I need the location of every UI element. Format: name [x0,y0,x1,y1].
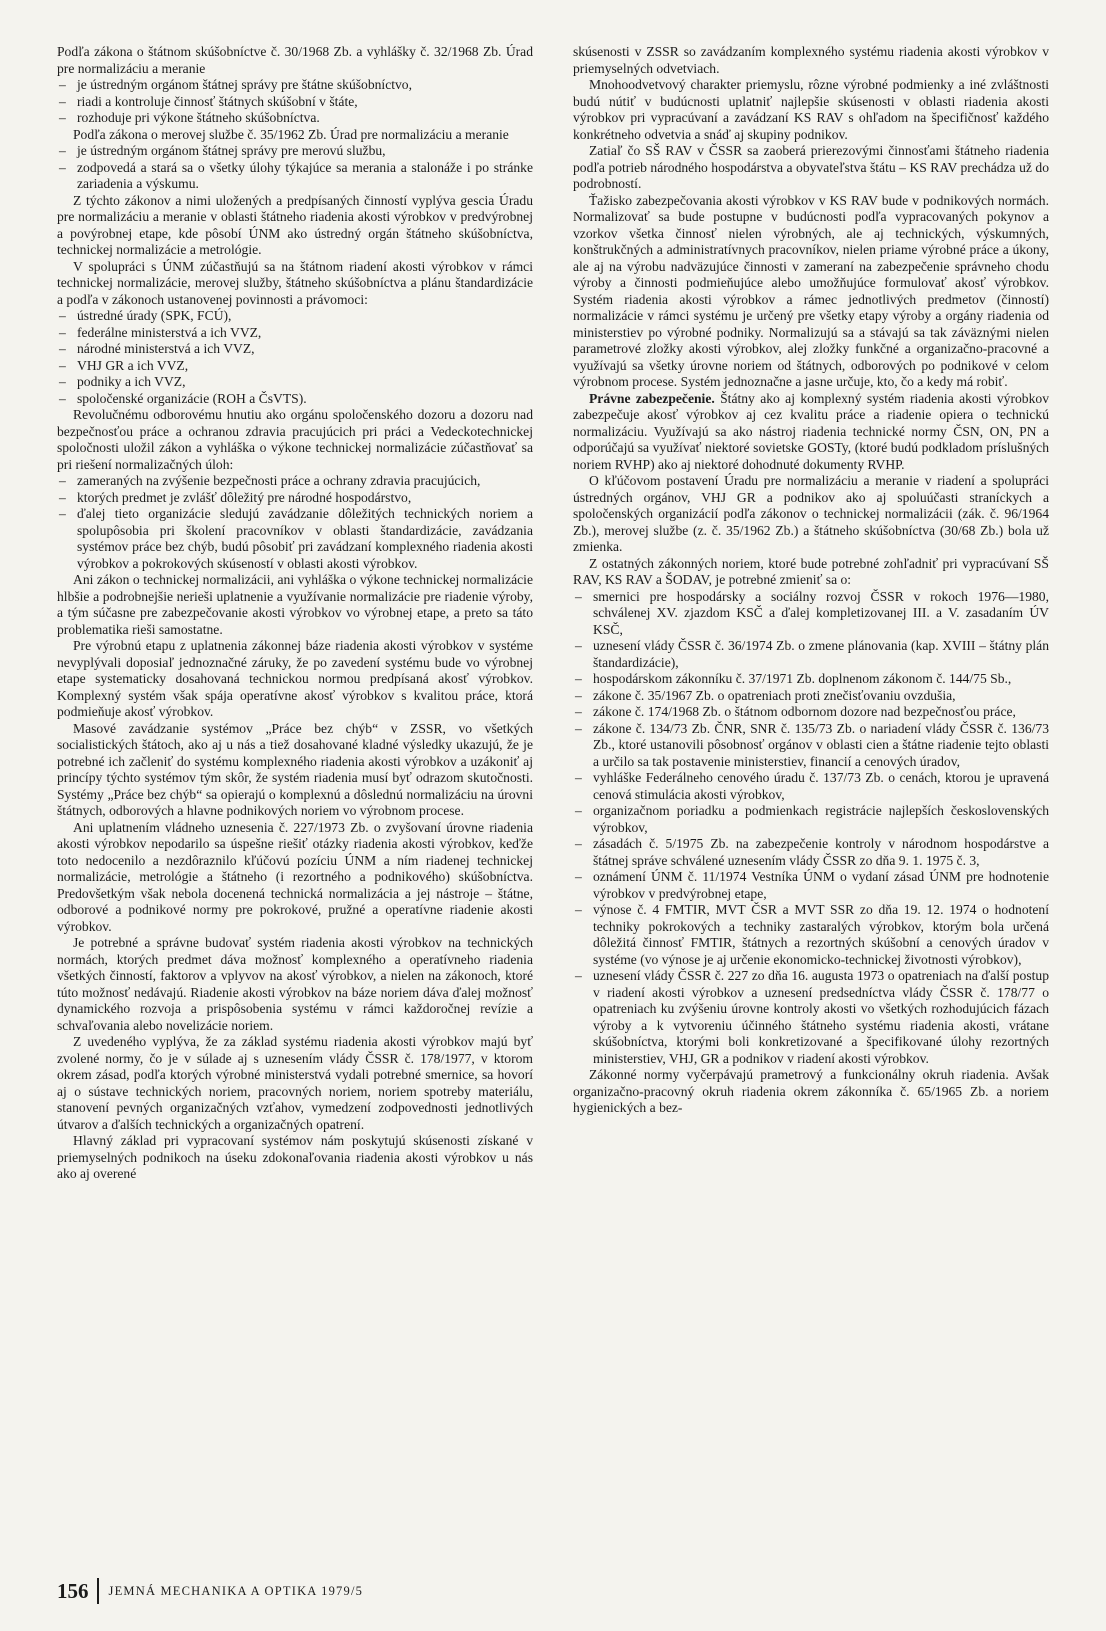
paragraph-text: riadi a kontroluje činnosť štátnych skúšobní v štáte, [77,93,358,109]
paragraph-text: skúsenosti v ZSSR so zavádzaním komplexného systému riadenia akosti výrobkov v priemyselných odvetviach. [573,44,1049,76]
paragraph-text: zodpovedá a stará sa o všetky úlohy týkajúce sa merania a stalonáže i po stránke zariadenia a výskumu. [77,159,533,191]
paragraph-text: spoločenské organizácie (ROH a ČsVTS). [77,390,307,406]
list-item [57,77,533,94]
paragraph [57,407,533,473]
paragraph-text: Ťažisko zabezpečovania akosti výrobkov v KS RAV bude v podnikových normách. Normalizovať sa bude postupne v budúcnosti podľa vypracovaných pokynov a vzorkov všetka činnosť nielen výrobných, ale aj technických, výskumných, konštrukčných a administratívnych pracovníkov, nielen priame výrobné práce a úkony, ale aj na výrobu nadväzujúce činnosti v zameraní na zabezpečenie správneho chodu výroby a činnosti podmieňujúce alebo umožňujúce formulovať akosť výrobkov. Systém riadenia akosti výrobkov a rámec jednotlivých predmetov (činností) normalizácie v rámci systému je určený pre všetky etapy výroby a orgány riadenia od ministerstiev po výrobné podniky. Normalizujú sa a stávajú sa tak záväznými nielen parametrové zložky akosti výrobkov, alej zložky funkčné a organizačno-pracovné a využívajú sa všetky úrovne noriem od štátnych, odborových po podnikové v celom výrobnom procese. Systém jednoznačne a jasne určuje, kto, čo a kedy má robiť. [573,192,1049,389]
list-item [573,869,1049,902]
paragraph-text: Podľa zákona o merovej službe č. 35/1962 Zb. Úrad pre normalizáciu a meranie [73,126,509,142]
paragraph-text: zákone č. 35/1967 Zb. o opatreniach proti znečisťovaniu ovzdušia, [593,687,956,703]
left-column [57,44,533,1183]
right-column [573,44,1049,1117]
paragraph [57,638,533,721]
list-item [57,374,533,391]
paragraph-text: VHJ GR a ich VVZ, [77,357,189,373]
list-item [57,308,533,325]
paragraph [573,391,1049,474]
paragraph [573,193,1049,391]
paragraph [57,193,533,259]
paragraph-text: zameraných na zvýšenie bezpečnosti práce a ochrany zdravia pracujúcich, [77,473,481,488]
paragraph-text: je ústredným orgánom štátnej správy pre štátne skúšobníctvo, [77,77,412,92]
paragraph-text: Je potrebné a správne budovať systém riadenia akosti výrobkov na technických normách, ktorých predmet dáva možnosť komplexného a operatívneho riadenia všetkých činností, faktorov a vplyvov na akosť výrobkov, a nielen na zákonoch, ktoré túto možnosť nedávajú. Riadenie akosti výrobkov na báze noriem dáva ďalej možnosť dynamického rozvoja a prispôsobenia systému v rámci každoročnej revízie a schvaľovania alebo novelizácie noriem. [57,935,533,1033]
page-number: 156 [57,1578,89,1603]
list-item [573,836,1049,869]
list-item [573,671,1049,688]
paragraph [573,473,1049,556]
paragraph-text: vyhláške Federálneho cenového úradu č. 137/73 Zb. o cenách, ktorou je upravená cenová stimulácia akosti výrobkov, [593,770,1049,802]
paragraph-text: Mnohoodvetvový charakter priemyslu, rôzne výrobné podmienky a iné zvláštnosti budú nútiť v budúcnosti uplatniť najlepšie skúsenosti v oblasti riadenia akosti výrobkov pri vypracúvaní a zavádzaní KS RAV s ohľadom na špecifičnosť každého konkrétneho odvetvia a snáď aj skupiny podnikov. [573,77,1049,142]
paragraph-text: hospodárskom zákonníku č. 37/1971 Zb. doplnenom zákonom č. 144/75 Sb., [593,671,1012,686]
paragraph-text: Ani zákon o technickej normalizácii, ani vyhláška o výkone technickej normalizácie hlbšie a podrobnejšie nerieši uplatnenie a využívanie normalizácie pre riadenie výroby, a tým súčasne pre zabezpečovanie akosti výrobkov vo výrobnej etape, a preto sa táto problematika rieši samostatne. [57,572,533,637]
list-item [57,94,533,111]
paragraph-text: V spolupráci s ÚNM zúčastňujú sa na štátnom riadení akosti výrobkov v rámci technickej normalizácie, merovej služby, štátneho skúšobníctva a plánu štandardizácie a podľa v zákonoch ustanovenej povinnosti a právomoci: [57,258,533,307]
section-heading: Právne zabezpečenie. [589,390,715,406]
paragraph-text: O kľúčovom postavení Úradu pre normalizáciu a meranie v riadení a spolupráci ústredných orgánov, VHJ GR a podnikov ako aj spoluúčasti straníckych a spoločenských organizácií podľa zákonov o technickej normalizácii (zák. č. 96/1964 Zb.), merovej službe (z. č. 35/1962 Zb.) a štátneho skúšobníctva (30/68 Zb.) bola už zmienka. [573,473,1049,554]
paragraph-text: Z týchto zákonov a nimi uložených a predpísaných činností vyplýva gescia Úradu pre normalizáciu a meranie v oblasti štátneho riadenia akosti výrobkov v predvýrobnej a povýrobnej etape, kde pôsobí ÚNM ako ústredný orgán štátneho skúšobníctva, technickej normalizácie a metrológie. [57,192,533,257]
list-item [573,968,1049,1067]
paragraph-text: výnose č. 4 FMTIR, MVT ČSR a MVT SSR zo dňa 19. 12. 1974 o hodnotení techniky pokrokových a techniky zastaralých výrobkov, ktorým bola určená dôležitá činnosť FMTIR, štátnych a rezortných skúšobní a cenových úradov v systéme (vo výnose je aj určenie ekonomicko-technickej životnosti výrobkov), [593,902,1049,967]
paragraph [573,556,1049,589]
list-item [57,473,533,490]
paragraph [57,721,533,820]
paragraph-text: je ústredným orgánom štátnej správy pre merovú službu, [77,143,386,158]
list-item [573,688,1049,705]
paragraph-text: zásadách č. 5/1975 Zb. na zabezpečenie kontroly v národnom hospodárstve a štátnej správe schválené uznesením vlády ČSSR zo dňa 9. 1. 1975 č. 3, [593,836,1049,868]
paragraph-text: Ani uplatnením vládneho uznesenia č. 227/1973 Zb. o zvyšovaní úrovne riadenia akosti výrobkov nepodarilo sa úspešne riešiť otázky riadenia akosti výrobkov, keďže toto nedocenilo a nezdôraznilo kľúčovú pozíciu ÚNM a ním riadenej technickej normalizácie, metrológie a štátneho (i rezortného a podnikového) skúšobníctva. Predovšetkým však nebola docenená technická normalizácia a jej nástroje – štátne, odborové a podnikové normy pre pokrokové, pružné a operatívne riadenie akosti výrobkov. [57,819,533,934]
list-item [573,721,1049,771]
paragraph [573,77,1049,143]
list-item [573,770,1049,803]
list-item [57,325,533,342]
list-item [57,110,533,127]
paragraph [57,935,533,1034]
list-item [573,803,1049,836]
paragraph [57,1034,533,1133]
paragraph [57,44,533,77]
list-item [57,506,533,572]
paragraph-text: organizačnom poriadku a podmienkach registrácie najlepších československých výrobkov, [593,803,1049,835]
paragraph-text: oznámení ÚNM č. 11/1974 Vestníka ÚNM o vydaní zásad ÚNM pre hodnotenie výrobkov v predvýrobnej etape, [593,869,1049,901]
paragraph-text: uznesení vlády ČSSR č. 36/1974 Zb. o zmene plánovania (kap. XVIII – štátny plán štandardizácie), [593,638,1049,670]
paragraph [57,820,533,936]
paragraph [573,143,1049,193]
list-item [57,143,533,160]
list-item [57,341,533,358]
paragraph-text: Revolučnému odborovému hnutiu ako orgánu spoločenského dozoru a dozoru nad bezpečnosťou práce a ochranou zdravia pracujúcich pri práci a Vedeckotechnickej spoločnosti uložil zákon a vyhláška o výkone technickej normalizácie zúčastňovať sa pri riešení normalizačných úloh: [57,407,533,472]
paragraph-text: Masové zavádzanie systémov „Práce bez chýb“ v ZSSR, vo všetkých socialistických štátoch, ako aj u nás a tiež dosahované kladné výsledky ukazujú, že je potrebné ich začleniť do systému komplexného riadenia akosti výrobkov a uzákoniť aj princípy týchto systémov tým skôr, že systém riadenia musí byť odrazom skutočnosti. Systémy „Práce bez chýb“ sa opierajú o komplexnú a dôslednú normalizáciu na úrovni štátnych, odborových a hlavne podnikových noriem vo výrobnom procese. [57,720,533,818]
paragraph-text: Zákonné normy vyčerpávajú prametrový a funkcionálny okruh riadenia. Avšak organizačno-pracovný okruh riadenia okrem zákonníka č. 65/1965 Zb. a noriem hygienických a bez- [573,1067,1049,1115]
paragraph-text: ktorých predmet je zvlášť dôležitý pre národné hospodárstvo, [77,489,412,505]
footer-divider [97,1578,99,1604]
paragraph-text: ústredné úrady (SPK, FCÚ), [77,308,232,323]
paragraph-text: Hlavný základ pri vypracovaní systémov nám poskytujú skúsenosti získané v priemyselných podnikoch na úseku zdokonaľovania riadenia akosti výrobkov u nás ako aj overené [57,1133,533,1181]
list-item [57,160,533,193]
list-item [573,902,1049,968]
paragraph [57,259,533,309]
paragraph-text: uznesení vlády ČSSR č. 227 zo dňa 16. augusta 1973 o opatreniach na ďalší postup v riadení akosti výrobkov a uznesení predsedníctva vlády ČSSR č. 178/77 o opatreniach ku zvýšeniu úrovne kontroly akosti vo všetkých rozhodujúcich fázach výroby a k vytvoreniu účinného štátneho systému riadenia akosti, vrátane skúšobníctva, ktorými boli konkretizované a špecifikované úlohy rezortných ministerstiev, VHJ, GR a podnikov v riadení akosti výrobkov. [593,968,1049,1066]
paragraph-text: zákone č. 174/1968 Zb. o štátnom odbornom dozore nad bezpečnosťou práce, [593,704,1016,719]
paragraph-text: rozhoduje pri výkone štátneho skúšobníctva. [77,110,320,125]
paragraph-text: Z uvedeného vyplýva, že za základ systému riadenia akosti výrobkov majú byť zvolené normy, čo je v súlade aj s uznesením vlády ČSSR č. 178/1977, v ktorom okrem zásad, podľa ktorých výrobné ministerstvá vydali potrebné smernice, sa hovorí aj o sústave technických noriem, pracovných noriem, noriem spotreby materiálu, stanovení pevných organizačných vzťahov, vymedzení zodpovednosti jednotlivých útvarov a ďalších technických a organizačných opatrení. [57,1034,533,1132]
paragraph-text: ďalej tieto organizácie sledujú zavádzanie dôležitých technických noriem a spolupôsobia pri školení pracovníkov v oblasti štandardizácie, zavádzania systémov práce bez chýb, budú pôsobiť pri zavádzaní komplexného riadenia akosti výrobkov a pokrokových skúseností v oblasti akosti výrobkov. [77,506,533,571]
list-item [57,490,533,507]
paragraph-text: Z ostatných zákonných noriem, ktoré bude potrebné zohľadniť pri vypracúvaní SŠ RAV, KS RAV a ŠODAV, je potrebné zmieniť sa o: [573,555,1049,587]
paragraph [573,1067,1049,1117]
paragraph-text: národné ministerstvá a ich VVZ, [77,341,255,356]
paragraph-text: Pre výrobnú etapu z uplatnenia zákonnej báze riadenia akosti výrobkov v systéme nevyplývali doposiaľ jednoznačné záruky, že po zavedení systému bude vo výrobnej etape systematicky dosahovaná technickou normou predpísaná akosť výrobkov. Komplexný systém však spája operatívne akosť výrobkov s kvalitou práce, ktorá podmieňuje akosť výrobkov. [57,638,533,719]
list-item [573,704,1049,721]
paragraph [57,127,533,144]
list-item [573,638,1049,671]
list-item [57,358,533,375]
paragraph-text: federálne ministerstvá a ich VVZ, [77,324,262,340]
paragraph [573,44,1049,77]
paragraph-text: smernici pre hospodársky a sociálny rozvoj ČSSR v rokoch 1976—1980, schválenej XV. zjazdom KSČ a ďalej kompletizovanej III. a V. zasadaním ÚV KSČ, [593,588,1049,637]
paragraph [57,1133,533,1183]
page-footer [57,1578,363,1604]
journal-title: JEMNÁ MECHANIKA A OPTIKA 1979/5 [108,1583,364,1598]
list-item [573,589,1049,639]
paragraph-text: Štátny ako aj komplexný systém riadenia akosti výrobkov zabezpečuje akosť výrobkov aj cez kvalitu práce a riadenie opiera o technickú normalizáciu. Využívajú sa ako nástroj riadenia technické normy ČSN, ON, PN a odporúčajú sa využívať niektoré sovietske GOSTy, (ktoré budú podkladom príslušných noriem RVHP) ako aj niektoré dohodnuté dokumenty RVHP. [573,390,1049,472]
paragraph-text: Podľa zákona o štátnom skúšobníctve č. 30/1968 Zb. a vyhlášky č. 32/1968 Zb. Úrad pre normalizáciu a meranie [57,44,533,76]
paragraph-text: zákone č. 134/73 Zb. ČNR, SNR č. 135/73 Zb. o nariadení vlády ČSSR č. 136/73 Zb., ktoré ustanovili pôsobnosť orgánov v oblasti cien a štátne riadenie tejto oblasti a určilo sa tak postavenie ministerstiev, financií a cenových úradov, [593,720,1049,769]
paragraph-text: podniky a ich VVZ, [77,374,186,389]
list-item [57,391,533,408]
paragraph [57,572,533,638]
paragraph-text: Zatiaľ čo SŠ RAV v ČSSR sa zaoberá prierezovými činnosťami štátneho riadenia podľa potrieb národného hospodárstva a obyvateľstva štátu – KS RAV prechádza už do podrobností. [573,143,1049,191]
